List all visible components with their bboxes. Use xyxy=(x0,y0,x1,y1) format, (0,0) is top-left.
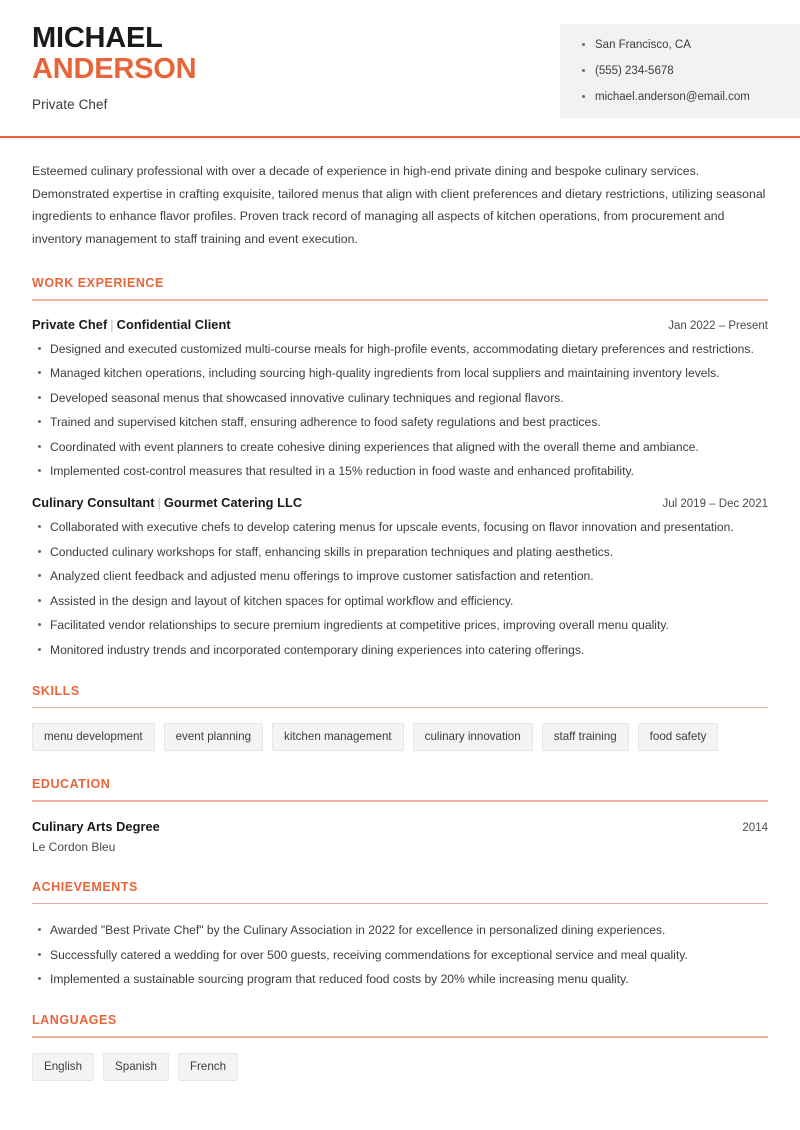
skills-chip-list xyxy=(32,723,768,751)
experience-title xyxy=(32,317,231,332)
contact-box xyxy=(560,24,800,118)
resume-content xyxy=(0,160,800,1081)
contact-email-value: michael.anderson@email.com xyxy=(595,91,750,103)
education-institution: Le Cordon Bleu xyxy=(32,839,116,854)
section-title-work-experience: WORK EXPERIENCE xyxy=(32,276,164,290)
identity-block xyxy=(0,0,196,112)
section-divider-achievements xyxy=(32,903,768,905)
list-item: Implemented cost-control measures that resulted in a 15% reduction in food waste and enhanced profitability. xyxy=(32,463,768,479)
section-divider-education xyxy=(32,800,768,802)
skill-chip: staff training xyxy=(542,723,629,751)
contact-item-phone[interactable] xyxy=(582,64,800,78)
list-item: Assisted in the design and layout of kitchen spaces for optimal workflow and efficiency. xyxy=(32,593,768,609)
section-work-experience xyxy=(32,276,768,658)
skill-chip: event planning xyxy=(164,723,263,751)
resume-header xyxy=(0,0,800,136)
achievements-bullets xyxy=(32,922,768,987)
contact-list xyxy=(582,38,800,104)
header-divider xyxy=(0,136,800,138)
contact-item-email[interactable] xyxy=(582,90,800,104)
list-item: Implemented a sustainable sourcing program that reduced food costs by 20% while increasing menu quality. xyxy=(32,971,768,987)
language-chip: English xyxy=(32,1053,94,1081)
skill-chip: culinary innovation xyxy=(413,723,533,751)
list-item: Successfully catered a wedding for over 500 guests, receiving commendations for exceptional service and meal quality. xyxy=(32,947,768,963)
job-title: Private Chef xyxy=(32,97,108,112)
education-degree: Culinary Arts Degree xyxy=(32,818,160,834)
experience-date: Jan 2022 – Present xyxy=(668,319,768,332)
list-item: Conducted culinary workshops for staff, enhancing skills in preparation techniques and plating aesthetics. xyxy=(32,544,768,560)
last-name: ANDERSON xyxy=(32,53,197,85)
list-item: Managed kitchen operations, including sourcing high-quality ingredients from local suppliers and maintaining inventory levels. xyxy=(32,365,768,381)
education-entry-head xyxy=(32,819,768,834)
list-item: Developed seasonal menus that showcased innovative culinary techniques and regional flavors. xyxy=(32,390,768,406)
section-divider-work-experience xyxy=(32,299,768,301)
list-item: Monitored industry trends and incorporated contemporary dining experiences into catering offerings. xyxy=(32,642,768,658)
section-divider-skills xyxy=(32,707,768,709)
section-skills xyxy=(32,684,768,752)
experience-bullets xyxy=(32,519,768,658)
list-item: Awarded "Best Private Chef" by the Culinary Association in 2022 for excellence in personalized dining experiences. xyxy=(32,922,768,938)
contact-location-value: San Francisco, CA xyxy=(595,39,691,51)
section-achievements xyxy=(32,880,768,988)
name-first-line xyxy=(32,23,196,54)
list-item: Designed and executed customized multi-course meals for high-profile events, accommodating dietary preferences and restrictions. xyxy=(32,341,768,357)
section-title-skills: SKILLS xyxy=(32,683,80,698)
experience-entry-head xyxy=(32,317,768,332)
experience-bullets xyxy=(32,341,768,480)
section-title-education: EDUCATION xyxy=(32,777,111,791)
experience-entry xyxy=(32,495,768,658)
experience-company: Gourmet Catering LLC xyxy=(163,495,303,510)
skill-chip: food safety xyxy=(638,723,719,751)
list-item: Facilitated vendor relationships to secure premium ingredients at competitive prices, improving overall menu quality. xyxy=(32,617,768,633)
first-name: MICHAEL xyxy=(32,22,163,54)
experience-title xyxy=(32,495,302,510)
education-entry xyxy=(32,819,768,854)
experience-separator: | xyxy=(110,316,114,332)
languages-chip-list xyxy=(32,1053,768,1081)
list-item: Collaborated with executive chefs to develop catering menus for upscale events, focusing on flavor innovation and presentation. xyxy=(32,519,768,535)
experience-role: Culinary Consultant xyxy=(32,495,155,510)
section-title-languages: LANGUAGES xyxy=(32,1013,117,1027)
section-title-achievements: ACHIEVEMENTS xyxy=(32,879,138,894)
language-chip: Spanish xyxy=(103,1053,169,1081)
section-divider-languages xyxy=(32,1036,768,1038)
education-date: 2014 xyxy=(742,821,768,834)
skill-chip: kitchen management xyxy=(272,723,404,751)
experience-date: Jul 2019 – Dec 2021 xyxy=(662,498,768,510)
language-chip: French xyxy=(178,1053,238,1081)
section-languages xyxy=(32,1013,768,1081)
professional-summary: Esteemed culinary professional with over a decade of experience in high-end private dining and bespoke culinary services. Demonstrated expertise in crafting exquisite, tailored menus that align with client preferences and dietary restrictions, utilizing seasonal ingredients to enhance flavor profiles. Proven track record of managing all aspects of kitchen operations, from procurement and inventory management to staff training and event execution. xyxy=(32,164,766,246)
experience-company: Confidential Client xyxy=(116,316,231,332)
skill-chip: menu development xyxy=(32,723,155,751)
experience-entry xyxy=(32,317,768,480)
contact-item-location xyxy=(582,38,800,52)
experience-separator: | xyxy=(157,495,161,510)
list-item: Trained and supervised kitchen staff, ensuring adherence to food safety regulations and best practices. xyxy=(32,414,768,430)
list-item: Analyzed client feedback and adjusted menu offerings to improve customer satisfaction and retention. xyxy=(32,568,768,584)
name-last-line xyxy=(32,54,196,85)
list-item: Coordinated with event planners to create cohesive dining experiences that aligned with the overall theme and ambiance. xyxy=(32,439,768,455)
experience-role: Private Chef xyxy=(32,316,108,332)
experience-entry-head xyxy=(32,495,768,510)
contact-phone-value: (555) 234-5678 xyxy=(595,65,674,77)
section-education xyxy=(32,777,768,854)
